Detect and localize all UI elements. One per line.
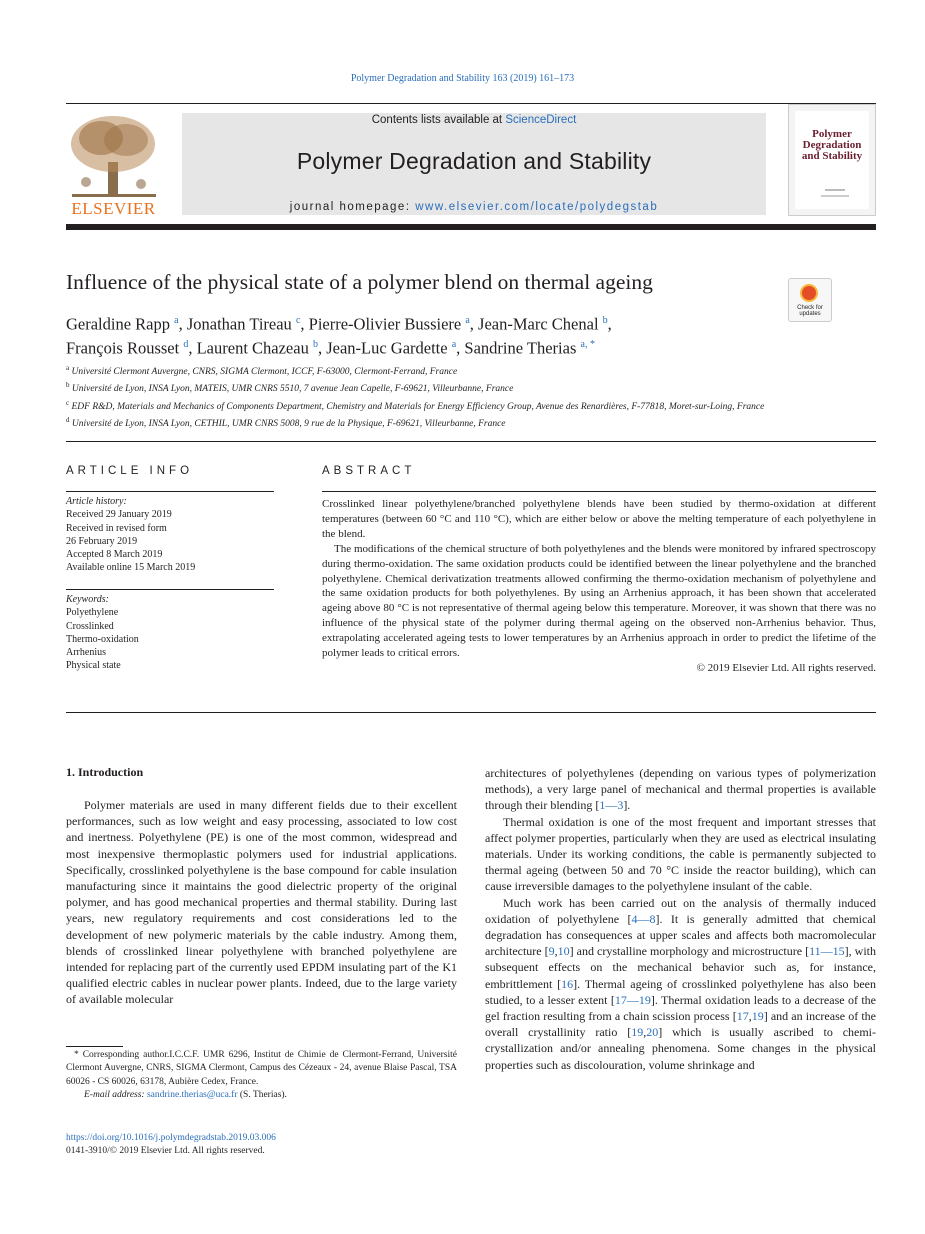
journal-title: Polymer Degradation and Stability (296, 148, 652, 174)
paper-title: Influence of the physical state of a polymer blend on thermal ageing (66, 270, 653, 294)
affiliations (66, 362, 766, 432)
text-run: , (554, 944, 558, 959)
affiliation-marker[interactable]: b (602, 315, 608, 326)
header-bottom-rule (66, 224, 876, 230)
author-separator: , (300, 314, 309, 334)
contents-line (182, 114, 766, 126)
history-item: Accepted 8 March 2019 (66, 549, 163, 561)
author-name[interactable]: Jean-Marc Chenal (478, 314, 603, 334)
cover-line (825, 189, 845, 191)
elsevier-logo (66, 112, 161, 217)
history-item: Received in revised form (66, 522, 167, 534)
issn-line: 0141-3910/© 2019 Elsevier Ltd. All rights reserved. (66, 1146, 265, 1157)
affiliation-text: Université de Lyon, INSA Lyon, MATEIS, UMR CNRS 5510, 7 avenue Jean Capelle, F-69621, Villeurbanne, France (69, 384, 514, 395)
cover-title: Polymer Degradation and Stability (801, 128, 863, 162)
keyword-item: Polyethylene (66, 607, 119, 619)
text-run: ] and crystalline morphology and microstructure [ (569, 944, 810, 959)
bookmark-icon (800, 284, 818, 302)
reference-link[interactable]: 4—8 (631, 911, 656, 926)
abstract-paragraph: Crosslinked linear polyethylene/branched polyethylene blends have been studied by thermo-oxidation at different temperatures (between 60 °C and 110 °C), which are either below or above the melting temperature of each polyethylene in the blend. (322, 498, 876, 540)
author-separator: , (469, 314, 479, 334)
reference-link[interactable]: 17 (736, 1009, 749, 1024)
affiliation-key: c (66, 398, 70, 407)
text-run: ]. Thermal oxidation leads to a decrease of the gel fraction resulting from a chain scission process [ (485, 992, 876, 1024)
reference-link[interactable]: 10 (557, 944, 570, 959)
keyword-item: Thermo-oxidation (66, 633, 139, 645)
author-separator: , (607, 314, 612, 334)
text-run: ]. It is generally admitted that chemical degradation has consequences at upper scales and affects both macromolecular architecture [ (485, 911, 876, 959)
affiliation-text: Université Clermont Auvergne, CNRS, SIGMA Clermont, ICCF, F-63000, Clermont-Ferrand, France (69, 367, 458, 378)
article-info-heading: ARTICLE INFO (66, 465, 194, 477)
header-top-rule (66, 103, 876, 104)
doi-link[interactable]: https://doi.org/10.1016/j.polymdegradstab.2019.03.006 (66, 1133, 276, 1143)
author-name[interactable]: François Rousset (66, 338, 184, 357)
abstract-paragraph: The modifications of the chemical structure of both polyethylenes and the blends were monitored by infrared spectroscopy during thermo-oxidation. The same oxidation products could be identified between the linear polyethylene and the branched polyethylene. Chemical derivatization treatments allowed confirming the thermo-oxidation mechanism of polyethylene and the same oxidation products for both polyethylenes. By using an Arrhenius approach, it has been shown that accelerated ageing above 80 °C is not representative of thermal ageing below this temperature. Moreover, it was shown that there was no influence of the physical state of the polymer during thermal ageing on the observed non-Arrhenius behavior. Thus, extrapolating accelerated ageing tests to lower temperatures by an Arrhenius approach in order to predict the lifetime of the polymer leads to critical errors. (322, 542, 876, 660)
abstract-rule (322, 491, 876, 492)
abstract-heading: ABSTRACT (322, 465, 416, 477)
author-name[interactable]: Geraldine Rapp (66, 314, 175, 334)
reference-link[interactable]: 17—19 (614, 992, 651, 1007)
affiliation-marker[interactable]: d (183, 338, 189, 350)
contents-prefix: Contents lists available at (371, 114, 506, 126)
text-run: ] which is usually ascribed to chemi-crystallization and/or annealing phenomena. Some changes in the physical properties such as discolouration, volume shrinkage and (485, 1025, 877, 1072)
keywords-rule (66, 589, 274, 590)
article-info-rule (66, 491, 274, 492)
body-paragraph: Polymer materials are used in many different fields due to their excellent performances, such as low weight and easy processing, associated to low cost and inertness. Polyethylene (PE) is one of the most common, widespread and most inexpensive thermoplastic polymers used for industrial applications. Specifically, crosslinked polyethylene is the base compound for cable insulation manufacturing since it maintains the good dielectric property of the original polymer, and has good mechanical properties and thermal stability. During last years, new regulatory requirements and cost considerations led to the development of new polymeric materials by the cable industry. Among them, blends of crosslinked linear polyethylene with branched polyethylene are intended for replacing part of the currently used EPDM insulating part of the K1 qualified electric cables in nuclear power plants. Indeed, due to the large variety of available molecular (66, 798, 457, 1007)
email-line (66, 1089, 457, 1102)
journal-banner (182, 113, 766, 215)
affiliation-key: b (66, 381, 70, 390)
affiliation-item (66, 397, 766, 414)
publisher-name: ELSEVIER (71, 199, 156, 218)
authors-line-1 (66, 311, 786, 335)
affiliation-marker[interactable]: a (451, 338, 457, 350)
author-name[interactable]: Jonathan Tireau (186, 314, 296, 334)
author-separator: , (317, 338, 327, 357)
text-run: ] and an increase of the overall crystallinity ratio [ (485, 1009, 877, 1040)
doi-block (66, 1132, 276, 1159)
homepage-prefix: journal homepage: (289, 201, 416, 213)
reference-link[interactable]: 16 (561, 976, 574, 991)
author-separator: , (456, 338, 465, 357)
homepage-link[interactable]: www.elsevier.com/locate/polydegstab (415, 201, 659, 213)
divider (66, 712, 876, 713)
affiliation-key: d (66, 416, 70, 425)
reference-link[interactable]: 19 (631, 1025, 644, 1040)
author-name[interactable]: Sandrine Therias (464, 338, 581, 357)
divider (66, 441, 876, 442)
keyword-item: Physical state (66, 660, 121, 672)
author-name[interactable]: Laurent Chazeau (196, 338, 313, 357)
text-run: Much work has been carried out on the analysis of thermally induced oxidation of polyethylene [ (485, 895, 876, 926)
abstract-body (322, 497, 876, 676)
cover-page (795, 111, 869, 209)
affiliation-marker[interactable]: a (174, 315, 179, 326)
email-label: E-mail address: (84, 1089, 147, 1100)
keywords-label: Keywords: (66, 594, 109, 605)
abstract-copyright: © 2019 Elsevier Ltd. All rights reserved. (696, 661, 876, 674)
author-list (66, 311, 786, 358)
affiliation-item (66, 414, 766, 431)
journal-citation[interactable]: Polymer Degradation and Stability 163 (2019) 161–173 (350, 73, 575, 84)
sciencedirect-link[interactable]: ScienceDirect (505, 114, 577, 126)
text-run: ], with subsequent effects on the mechanical behavior such as, for instance, embrittlement [ (485, 944, 876, 991)
keyword-item: Crosslinked (66, 620, 114, 632)
keyword-item: Arrhenius (66, 647, 106, 659)
cover-line (821, 195, 849, 197)
reference-link[interactable]: 1—3 (599, 798, 624, 813)
email-link[interactable]: sandrine.therias@uca.fr (146, 1089, 238, 1100)
text-run: ]. (623, 798, 631, 813)
history-label: Article history: (66, 496, 127, 507)
affiliation-key: a (66, 364, 70, 372)
journal-cover-image[interactable] (788, 104, 876, 216)
elsevier-tree-icon (66, 112, 161, 202)
check-for-updates-button[interactable] (788, 278, 832, 322)
affiliation-item (66, 362, 766, 379)
keyword-list (66, 606, 274, 672)
affiliation-marker[interactable]: a (465, 315, 470, 326)
author-separator: , (178, 314, 187, 334)
homepage-line (182, 201, 766, 213)
intro-right-column (485, 765, 876, 1073)
body-paragraph: Thermal oxidation is one of the most frequent and important stresses that affect polymer properties, particularly when they are used as electrical insulating materials. Under its working conditions, the cable is permanently subjected to thermal ageing (between 50 and 70 °C inside the reactor building), which can cause irreversible damages to the polyethylene insulant of the cable. (485, 814, 876, 894)
history-item: Available online 15 March 2019 (66, 562, 196, 574)
reference-link[interactable]: 9 (548, 944, 555, 959)
email-suffix: (S. Therias). (237, 1089, 287, 1100)
corresponding-author-note: * Corresponding author.I.C.C.F. UMR 6296, Institut de Chimie de Clermont-Ferrand, Université Clermont Auvergne, CNRS, SIGMA Clermont, Campus des Cézeaux - 24, avenue Blaise Pascal, TSA 60026 - CS 60026, 63178, Aubière Cedex, France. (66, 1050, 457, 1087)
affiliation-marker[interactable]: c (295, 315, 301, 326)
body-paragraph (485, 895, 876, 1073)
footnote (66, 1049, 457, 1102)
reference-link[interactable]: 20 (646, 1025, 659, 1040)
history-item: 26 February 2019 (66, 535, 138, 547)
text-run: , (748, 1009, 752, 1024)
text-run: ]. Thermal ageing of crosslinked polyethylene has also been studied, to a lesser extent [ (485, 976, 877, 1007)
affiliation-text: EDF R&D, Materials and Mechanics of Components Department, Chemistry and Materials for Energy Efficiency Group, Avenue des Renardières, F-77818, Moret-sur-Loing, France (69, 402, 765, 413)
affiliation-text: Université de Lyon, INSA Lyon, CETHIL, UMR CNRS 5008, 9 rue de la Physique, F-69621, Villeurbanne, France (69, 419, 506, 430)
affiliation-marker[interactable]: a, * (580, 338, 595, 350)
intro-left-column (66, 797, 457, 1008)
affiliation-marker[interactable]: b (312, 338, 318, 350)
text-run: architectures of polyethylenes (depending on various types of polymerization methods), a very large panel of mechanical and thermal properties is available through their blending [ (485, 766, 876, 813)
reference-link[interactable]: 19 (751, 1009, 764, 1024)
author-separator: , (188, 338, 197, 357)
authors-line-2 (66, 335, 786, 359)
reference-link[interactable]: 11—15 (809, 944, 845, 959)
author-name[interactable]: Pierre-Olivier Bussiere (308, 314, 466, 334)
check-updates-label: Check for updates (797, 305, 823, 317)
section-heading: 1. Introduction (66, 765, 144, 779)
text-run: , (643, 1025, 647, 1040)
article-history (66, 495, 274, 575)
author-name[interactable]: Jean-Luc Gardette (326, 338, 452, 357)
keywords-block (66, 593, 274, 673)
footnote-rule (66, 1046, 123, 1047)
history-list (66, 508, 274, 574)
affiliation-item (66, 379, 766, 396)
history-item: Received 29 January 2019 (66, 509, 172, 521)
body-paragraph (485, 765, 876, 814)
